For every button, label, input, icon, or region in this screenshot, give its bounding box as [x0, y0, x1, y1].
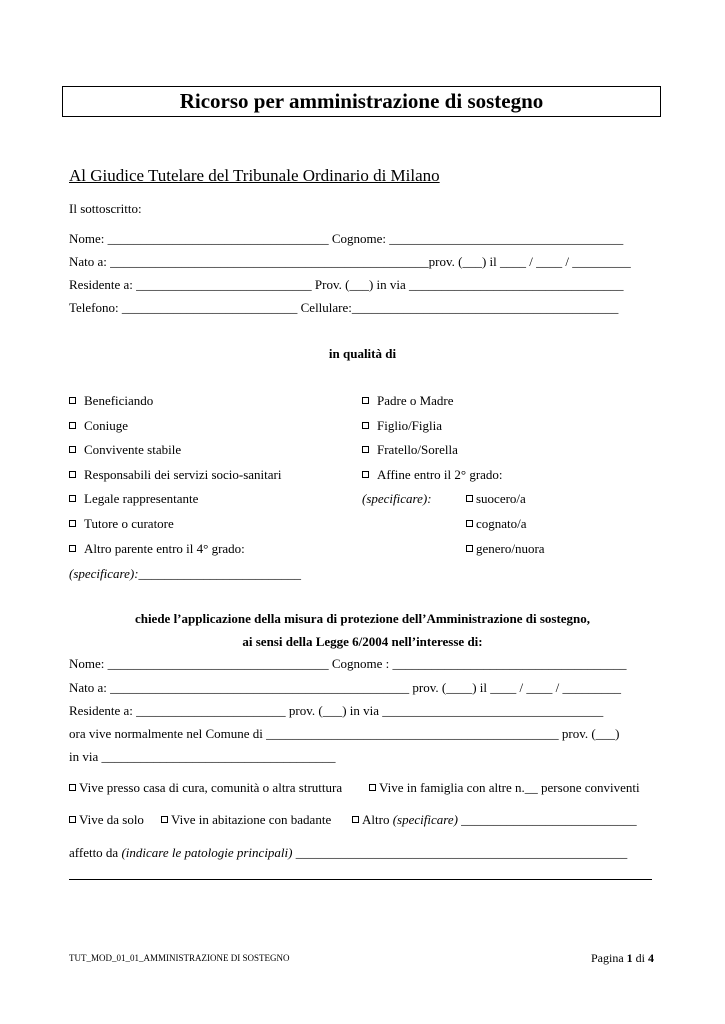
- checkbox-icon: [362, 471, 369, 478]
- option-servizi-socio-sanitari[interactable]: Responsabili dei servizi socio-sanitari: [69, 467, 281, 483]
- option-vive-da-solo[interactable]: Vive da solo: [69, 812, 144, 828]
- beneficiary-current-comune-row: ora vive normalmente nel Comune di _____________________________________________ prov. (___): [69, 726, 620, 741]
- checkbox-icon: [362, 397, 369, 404]
- option-coniuge[interactable]: Coniuge: [69, 418, 128, 434]
- applicant-residence-row: Residente a: ___________________________ Prov. (___) in via _________________________________: [69, 277, 624, 292]
- applicant-name-row: Nome: __________________________________ Cognome: ____________________________________: [69, 231, 624, 246]
- applicant-intro: Il sottoscritto:: [69, 201, 142, 216]
- option-tutore[interactable]: Tutore o curatore: [69, 516, 174, 532]
- option-vive-in-famiglia[interactable]: Vive in famiglia con altre n.__ persone conviventi: [369, 780, 640, 796]
- role-heading: in qualità di: [328, 346, 397, 361]
- applicant-phone-row: Telefono: ___________________________ Cellulare:_________________________________________: [69, 300, 619, 315]
- checkbox-icon: [69, 422, 76, 429]
- checkbox-icon: [352, 816, 359, 823]
- checkbox-icon: [69, 397, 76, 404]
- checkbox-icon: [69, 816, 76, 823]
- beneficiary-residence-row: Residente a: _______________________ prov. (___) in via __________________________________: [69, 703, 604, 718]
- option-fratello[interactable]: Fratello/Sorella: [362, 442, 458, 458]
- option-suocero[interactable]: suocero/a: [466, 491, 526, 507]
- option-padre-madre[interactable]: Padre o Madre: [362, 393, 454, 409]
- option-figlio[interactable]: Figlio/Figlia: [362, 418, 442, 434]
- beneficiary-birth-row: Nato a: ______________________________________________ prov. (____) il ____ / ____ / _________: [69, 680, 621, 695]
- footer-form-code: TUT_MOD_01_01_AMMINISTRAZIONE DI SOSTEGNO: [69, 953, 290, 963]
- checkbox-icon: [362, 422, 369, 429]
- checkbox-icon: [69, 784, 76, 791]
- checkbox-icon: [69, 471, 76, 478]
- option-convivente[interactable]: Convivente stabile: [69, 442, 181, 458]
- checkbox-icon: [369, 784, 376, 791]
- checkbox-icon: [466, 495, 473, 502]
- option-altro-parente[interactable]: Altro parente entro il 4° grado:: [69, 541, 245, 557]
- checkbox-icon: [69, 520, 76, 527]
- option-genero[interactable]: genero/nuora: [466, 541, 545, 557]
- affected-row[interactable]: affetto da (indicare le patologie principali) ___________________________________________________: [69, 845, 628, 860]
- checkbox-icon: [362, 446, 369, 453]
- option-affine[interactable]: Affine entro il 2° grado:: [362, 467, 503, 483]
- affected-continuation-line[interactable]: [69, 879, 652, 880]
- checkbox-icon: [466, 520, 473, 527]
- applicant-birth-row: Nato a: _________________________________________________prov. (___) il ____ / ____ / _________: [69, 254, 631, 269]
- option-altro[interactable]: Altro (specificare) ___________________________: [352, 812, 637, 828]
- request-line-2: ai sensi della Legge 6/2004 nell’interesse di:: [242, 634, 483, 649]
- document-title: Ricorso per amministrazione di sostegno: [179, 89, 544, 113]
- option-beneficiando[interactable]: Beneficiando: [69, 393, 153, 409]
- beneficiary-street-row: in via ____________________________________: [69, 749, 336, 764]
- beneficiary-name-row: Nome: __________________________________ Cognome : ____________________________________: [69, 656, 627, 671]
- option-badante[interactable]: Vive in abitazione con badante: [161, 812, 331, 828]
- document-title-box: [62, 86, 661, 117]
- checkbox-icon: [69, 545, 76, 552]
- left-specify-field[interactable]: (specificare):_________________________: [69, 566, 302, 581]
- option-legale-rappresentante[interactable]: Legale rappresentante: [69, 491, 198, 507]
- right-specify-label: (specificare):: [362, 491, 432, 506]
- checkbox-icon: [161, 816, 168, 823]
- checkbox-icon: [466, 545, 473, 552]
- footer-page-number: Pagina 1 di 4: [590, 951, 654, 965]
- addressee-heading: Al Giudice Tutelare del Tribunale Ordinario di Milano: [69, 166, 440, 185]
- checkbox-icon: [69, 446, 76, 453]
- option-casa-di-cura[interactable]: Vive presso casa di cura, comunità o altra struttura: [69, 780, 342, 796]
- checkbox-icon: [69, 495, 76, 502]
- request-line-1: chiede l’applicazione della misura di protezione dell’Amministrazione di sostegno,: [134, 611, 591, 626]
- option-cognato[interactable]: cognato/a: [466, 516, 527, 532]
